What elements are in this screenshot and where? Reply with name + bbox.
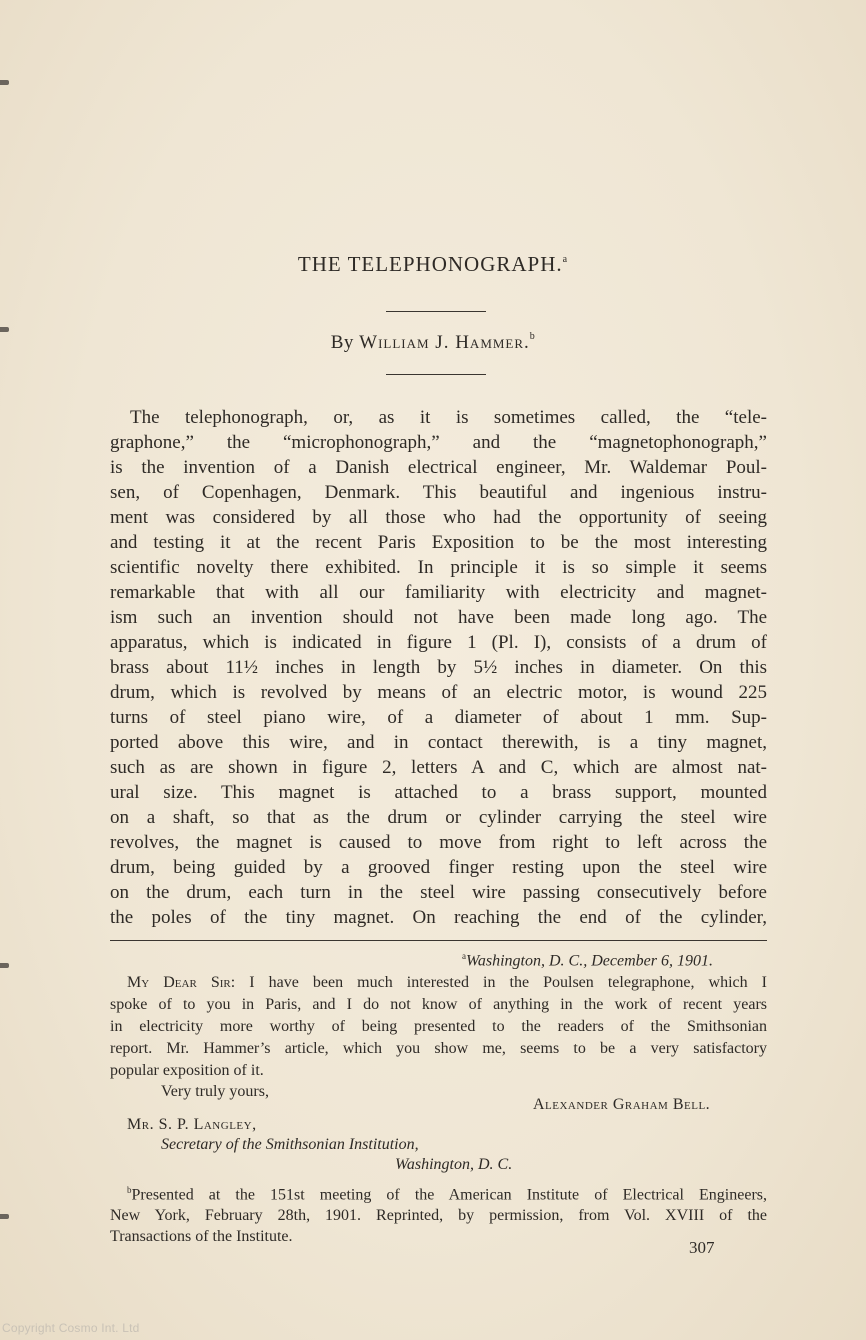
addressee-title: Secretary of the Smithsonian Institution, <box>161 1136 419 1153</box>
body-line: graphone,” the “microphonograph,” and the “magnetophonograph,” <box>110 432 767 453</box>
title-rule <box>386 311 486 312</box>
binding-tab <box>0 963 9 968</box>
body-line: and testing it at the recent Paris Exposition to be the most interesting <box>110 532 767 553</box>
footnote-rule <box>110 940 767 941</box>
footnote-line: New York, February 28th, 1901. Reprinted, by permission, from Vol. XVIII of the <box>110 1207 767 1224</box>
letter-closing: Very truly yours, <box>161 1083 269 1100</box>
body-line: on the drum, each turn in the steel wire passing consecutively before <box>110 882 767 903</box>
body-line: ported above this wire, and in contact therewith, is a tiny magnet, <box>110 732 767 753</box>
body-line: scientific novelty there exhibited. In principle it is so simple it seems <box>110 557 767 578</box>
article-title <box>0 252 866 277</box>
body-line: The telephonograph, or, as it is sometimes called, the “tele- <box>130 407 767 428</box>
footnote-line: report. Mr. Hammer’s article, which you show me, seems to be a very satisfactory <box>110 1040 767 1057</box>
body-line: turns of steel piano wire, of a diameter of about 1 mm. Sup- <box>110 707 767 728</box>
page-number: 307 <box>689 1238 715 1257</box>
body-line: sen, of Copenhagen, Denmark. This beautiful and ingenious instru- <box>110 482 767 503</box>
letter-signature: Alexander Graham Bell. <box>533 1096 711 1113</box>
author-name: William J. Hammer. <box>359 332 530 353</box>
body-line: brass about 11½ inches in length by 5½ inches in diameter. On this <box>110 657 767 678</box>
body-line: remarkable that with all our familiarity with electricity and magnet- <box>110 582 767 603</box>
body-line: the poles of the tiny magnet. On reaching the end of the cylinder, <box>110 907 767 928</box>
dateline-text: Washington, D. C., December 6, 1901. <box>466 952 713 970</box>
addressee-name: Mr. S. P. Langley, <box>127 1116 257 1133</box>
body-line: apparatus, which is indicated in figure 1 (Pl. I), consists of a drum of <box>110 632 767 653</box>
binding-tab <box>0 80 9 85</box>
footnote-line: Transactions of the Institute. <box>110 1228 293 1245</box>
footnote-marker: b <box>127 1185 132 1195</box>
addressee-city: Washington, D. C. <box>395 1156 513 1173</box>
footnote-line <box>127 1185 767 1204</box>
body-line: ism such an invention should not have been made long ago. The <box>110 607 767 628</box>
body-line: ural size. This magnet is attached to a brass support, mounted <box>110 782 767 803</box>
body-line: ment was considered by all those who had the opportunity of seeing <box>110 507 767 528</box>
footnote-line <box>127 974 767 992</box>
body-line: is the invention of a Danish electrical engineer, Mr. Waldemar Poul- <box>110 457 767 478</box>
footnote-line: spoke of to you in Paris, and I do not know of anything in the work of recent years <box>110 996 767 1013</box>
body-line: drum, which is revolved by means of an electric motor, is wound 225 <box>110 682 767 703</box>
byline <box>0 331 866 354</box>
binding-tab <box>0 1214 9 1219</box>
footnote-text: Presented at the 151st meeting of the American Institute of Electrical Engineers, <box>131 1186 767 1204</box>
footnote-text: : I have been much interested in the Poulsen telegraphone, which I <box>230 974 768 991</box>
body-line: drum, being guided by a grooved finger resting upon the steel wire <box>110 857 767 878</box>
title-footnote-marker: a <box>562 254 569 265</box>
author-footnote-marker: b <box>529 331 536 342</box>
salutation: My Dear Sir <box>127 974 231 991</box>
footnote-dateline <box>462 951 713 970</box>
byline-prefix: By <box>330 332 354 353</box>
copyright-watermark: Copyright Cosmo Int. Ltd <box>2 1321 140 1335</box>
byline-rule <box>386 374 486 375</box>
footnote-line: in electricity more worthy of being presented to the readers of the Smithsonian <box>110 1018 767 1035</box>
body-line: on a shaft, so that as the drum or cylinder carrying the steel wire <box>110 807 767 828</box>
title-text: THE TELEPHONOGRAPH. <box>297 252 563 276</box>
body-line: revolves, the magnet is caused to move from right to left across the <box>110 832 767 853</box>
footnote-line: popular exposition of it. <box>110 1062 264 1079</box>
footnote-marker: a <box>462 951 466 961</box>
body-line: such as are shown in figure 2, letters A and C, which are almost nat- <box>110 757 767 778</box>
